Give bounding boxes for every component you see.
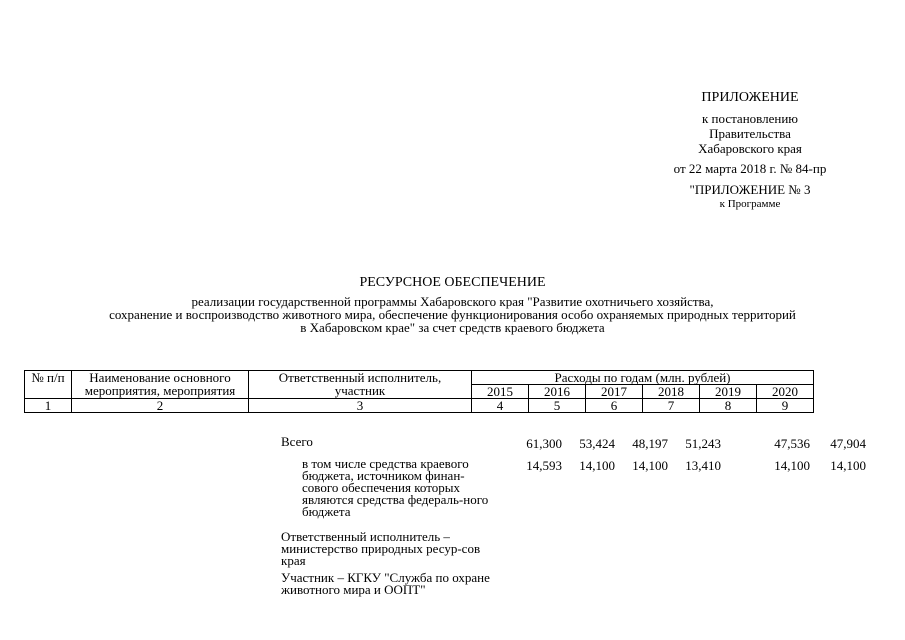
row-label-total: Всего — [281, 434, 313, 449]
document-title: РЕСУРСНОЕ ОБЕСПЕЧЕНИЕ — [359, 275, 546, 290]
column-index: 9 — [757, 399, 814, 413]
col-header-no: № п/п — [25, 371, 72, 399]
appendix-line: к постановлению — [701, 111, 799, 126]
column-index: 2 — [72, 399, 249, 413]
column-index: 4 — [472, 399, 529, 413]
row-value: 14,100 — [632, 458, 668, 473]
appendix-title: ПРИЛОЖЕНИЕ — [701, 90, 799, 105]
year-header: 2018 — [643, 385, 700, 399]
column-index: 6 — [586, 399, 643, 413]
document-title-block — [40, 276, 865, 334]
row-value: 14,593 — [526, 458, 562, 473]
row-label-participant: Участник – КГКУ "Служба по охране животного мира и ООПТ" — [281, 570, 490, 597]
row-value: 14,100 — [579, 458, 615, 473]
year-header: 2019 — [700, 385, 757, 399]
row-value: 47,904 — [830, 436, 866, 451]
row-value: 47,536 — [774, 436, 810, 451]
col-header-expenses: Расходы по годам (млн. рублей) — [472, 371, 814, 385]
column-index: 7 — [643, 399, 700, 413]
row-value: 53,424 — [579, 436, 615, 451]
document-subtitle: в Хабаровском крае" за счет средств краевого бюджета — [300, 320, 605, 335]
appendix-line: "ПРИЛОЖЕНИЕ № 3 — [689, 182, 811, 197]
row-value: 61,300 — [526, 436, 562, 451]
row-value: 14,100 — [830, 458, 866, 473]
column-index: 8 — [700, 399, 757, 413]
year-header: 2016 — [529, 385, 586, 399]
year-header: 2015 — [472, 385, 529, 399]
col-header-executor: Ответственный исполнитель, участник — [249, 371, 472, 399]
appendix-block — [660, 90, 840, 212]
appendix-line: к Программе — [719, 198, 781, 210]
row-value: 13,410 — [685, 458, 721, 473]
document-subtitle: сохранение и воспроизводство животного мира, обеспечение функционирования особо охраняемых природных территорий — [109, 307, 796, 322]
row-value: 51,243 — [685, 436, 721, 451]
appendix-line: Хабаровского края — [698, 141, 802, 156]
document-subtitle: реализации государственной программы Хабаровского края "Развитие охотничьего хозяйства, — [191, 294, 714, 309]
row-value: 14,100 — [774, 458, 810, 473]
year-header: 2017 — [586, 385, 643, 399]
row-label-regional: в том числе средства краевого бюджета, источником финан-сового обеспечения которых являются средства федераль-ного бюджета — [302, 456, 489, 519]
col-header-name: Наименование основного мероприятия, мероприятия — [72, 371, 249, 399]
row-value: 48,197 — [632, 436, 668, 451]
row-label-executor: Ответственный исполнитель – министерство природных ресур-сов края — [281, 529, 481, 568]
appendix-line: от 22 марта 2018 г. № 84-пр — [673, 161, 827, 176]
year-header: 2020 — [757, 385, 814, 399]
column-index: 5 — [529, 399, 586, 413]
column-index: 1 — [25, 399, 72, 413]
appendix-line: Правительства — [709, 126, 791, 141]
resource-table-header — [24, 370, 814, 413]
column-index: 3 — [249, 399, 472, 413]
